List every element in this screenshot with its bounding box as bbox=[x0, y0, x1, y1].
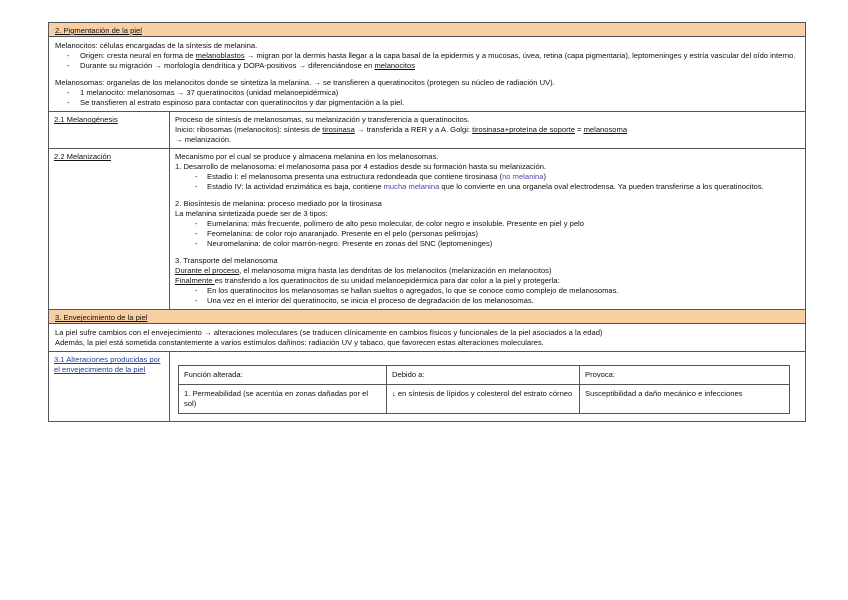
alteraciones-label: 3.1 Alteraciones producidas por el envejecimiento de la piel bbox=[54, 355, 161, 375]
document-sheet bbox=[48, 22, 806, 422]
table-header-cell: Debido a: bbox=[387, 366, 580, 385]
table-header-cell: Provoca: bbox=[580, 366, 790, 385]
section-3-title: 3. Envejecimiento de la piel bbox=[55, 313, 148, 323]
transporte-line-1: Durante el proceso, el melanosoma migra hasta las dendritas de los melanocitos (melanización en melanocitos) bbox=[175, 266, 552, 276]
feomelanina-bullet: - Feomelanina: de color rojo anaranjado. Presente en el pelo (personas pelirrojas) bbox=[175, 229, 800, 239]
transporte-line-2: Finalmente es transferido a los queratinocitos de su unidad melanoepidérmica para dar color a la piel y protegerla: bbox=[175, 276, 560, 286]
melanogenesis-line-1: Proceso de síntesis de melanosomas, su melanización y transferencia a queratinocitos. bbox=[175, 115, 470, 125]
origen-bullet: - Origen: cresta neural en forma de melanoblastos → migran por la dermis hasta llegar a la capa basal de la epidermis y a mucosas, úvea, retina (capa pigmentaria), leptomeninges y estría vascular del oído interno. bbox=[55, 51, 799, 61]
biosintesis-title: 2. Biosíntesis de melanina: proceso mediado por la tirosinasa bbox=[175, 199, 382, 209]
table-cell: 1. Permeabilidad (se acentúa en zonas dañadas por el sol) bbox=[179, 385, 387, 414]
table-header-row bbox=[179, 366, 790, 385]
estadio-1-bullet: - Estadio I: el melanosoma presenta una estructura redondeada que contiene tirosinasa (no melanina) bbox=[175, 172, 800, 182]
melanoblastos-term: melanoblastos bbox=[195, 51, 245, 61]
row-melanizacion bbox=[49, 149, 805, 310]
melanocitos-intro: Melanocitos: células encargadas de la síntesis de melanina. bbox=[55, 41, 258, 50]
neuromelanina-bullet: - Neuromelanina: de color marrón-negro. Presente en zonas del SNC (leptomeninges) bbox=[175, 239, 800, 249]
aging-text-2: Además, la piel está sometida constantemente a varios estímulos dañinos: radiación UV y tabaco, que favorecen estas alteraciones moleculares. bbox=[55, 338, 544, 348]
melanogenesis-line-3: → melanización. bbox=[175, 135, 232, 145]
table-cell: Susceptibilidad a daño mecánico e infecciones bbox=[580, 385, 790, 414]
melanosomas-intro: Melanosomas: organelas de los melanocitos donde se sintetiza la melanina. → se transfieren a queratinocitos (protegen su núcleo de radiación UV). bbox=[55, 78, 555, 88]
row-alteraciones bbox=[49, 352, 805, 421]
pigmentation-overview bbox=[49, 37, 805, 112]
no-melanina-highlight: no melanina bbox=[502, 172, 544, 182]
melanizacion-intro: Mecanismo por el cual se produce y almacena melanina en los melanosomas. bbox=[175, 152, 439, 162]
melanogenesis-label: 2.1 Melanogénesis bbox=[54, 115, 118, 125]
melanocitos-term: melanocitos bbox=[374, 61, 415, 71]
migracion-bullet: - Durante su migración → morfología dendrítica y DOPA-positivos → diferenciándose en melanocitos bbox=[55, 61, 799, 71]
melanosomas-bullet-2: - Se transfieren al estrato espinoso para contactar con queratinocitos y dar pigmentación a la piel. bbox=[55, 98, 799, 108]
aging-text-1: La piel sufre cambios con el envejecimiento → alteraciones moleculares (se traducen clínicamente en cambios físicos y funcionales de la piel asociados a la edad) bbox=[55, 328, 603, 338]
melanogenesis-line-2: Inicio: ribosomas (melanocitos): síntesis de tirosinasa → transferida a RER y a A. Golgi: tirosinasa+proteína de soporte = melanosoma bbox=[175, 125, 628, 135]
row-melanogenesis bbox=[49, 112, 805, 149]
melanosoma-development-title: 1. Desarrollo de melanosoma: el melanosoma pasa por 4 estadios desde su formación hasta su melanización. bbox=[175, 162, 547, 172]
aging-overview bbox=[49, 324, 805, 352]
transporte-bullet-2: - Una vez en el interior del queratinocito, se inicia el proceso de degradación de los melanosomas. bbox=[175, 296, 800, 306]
melanosomas-bullet-1: - 1 melanocito: melanosomas → 37 queratinocitos (unidad melanoepidérmica) bbox=[55, 88, 799, 98]
transporte-title: 3. Transporte del melanosoma bbox=[175, 256, 278, 266]
transporte-bullet-1: - En los queratinocitos los melanosomas se hallan sueltos o agregados, lo que se conoce como complejo de melanosomas. bbox=[175, 286, 800, 296]
estadio-4-bullet: - Estadio IV: la actividad enzimática es baja, contiene mucha melanina que lo convierte en una organela oval electrodensa. Ya pueden transferirse a los queratinocitos. bbox=[175, 182, 800, 192]
table-cell: ↓ en síntesis de lípidos y colesterol del estrato córneo bbox=[387, 385, 580, 414]
section-3-header bbox=[49, 310, 805, 324]
biosintesis-subtitle: La melanina sintetizada puede ser de 3 tipos: bbox=[175, 209, 328, 219]
eumelanina-bullet: - Eumelanina: más frecuente, polímero de alto peso molecular, de color negro e insoluble. Presente en piel y pelo bbox=[175, 219, 800, 229]
melanizacion-label: 2.2 Melanización bbox=[54, 152, 111, 162]
table-row bbox=[179, 385, 790, 414]
section-2-title: 2. Pigmentación de la piel bbox=[55, 26, 142, 35]
alteraciones-table bbox=[178, 365, 790, 414]
mucha-melanina-highlight: mucha melanina bbox=[383, 182, 440, 192]
section-2-header bbox=[49, 23, 805, 37]
table-header-cell: Función alterada: bbox=[179, 366, 387, 385]
